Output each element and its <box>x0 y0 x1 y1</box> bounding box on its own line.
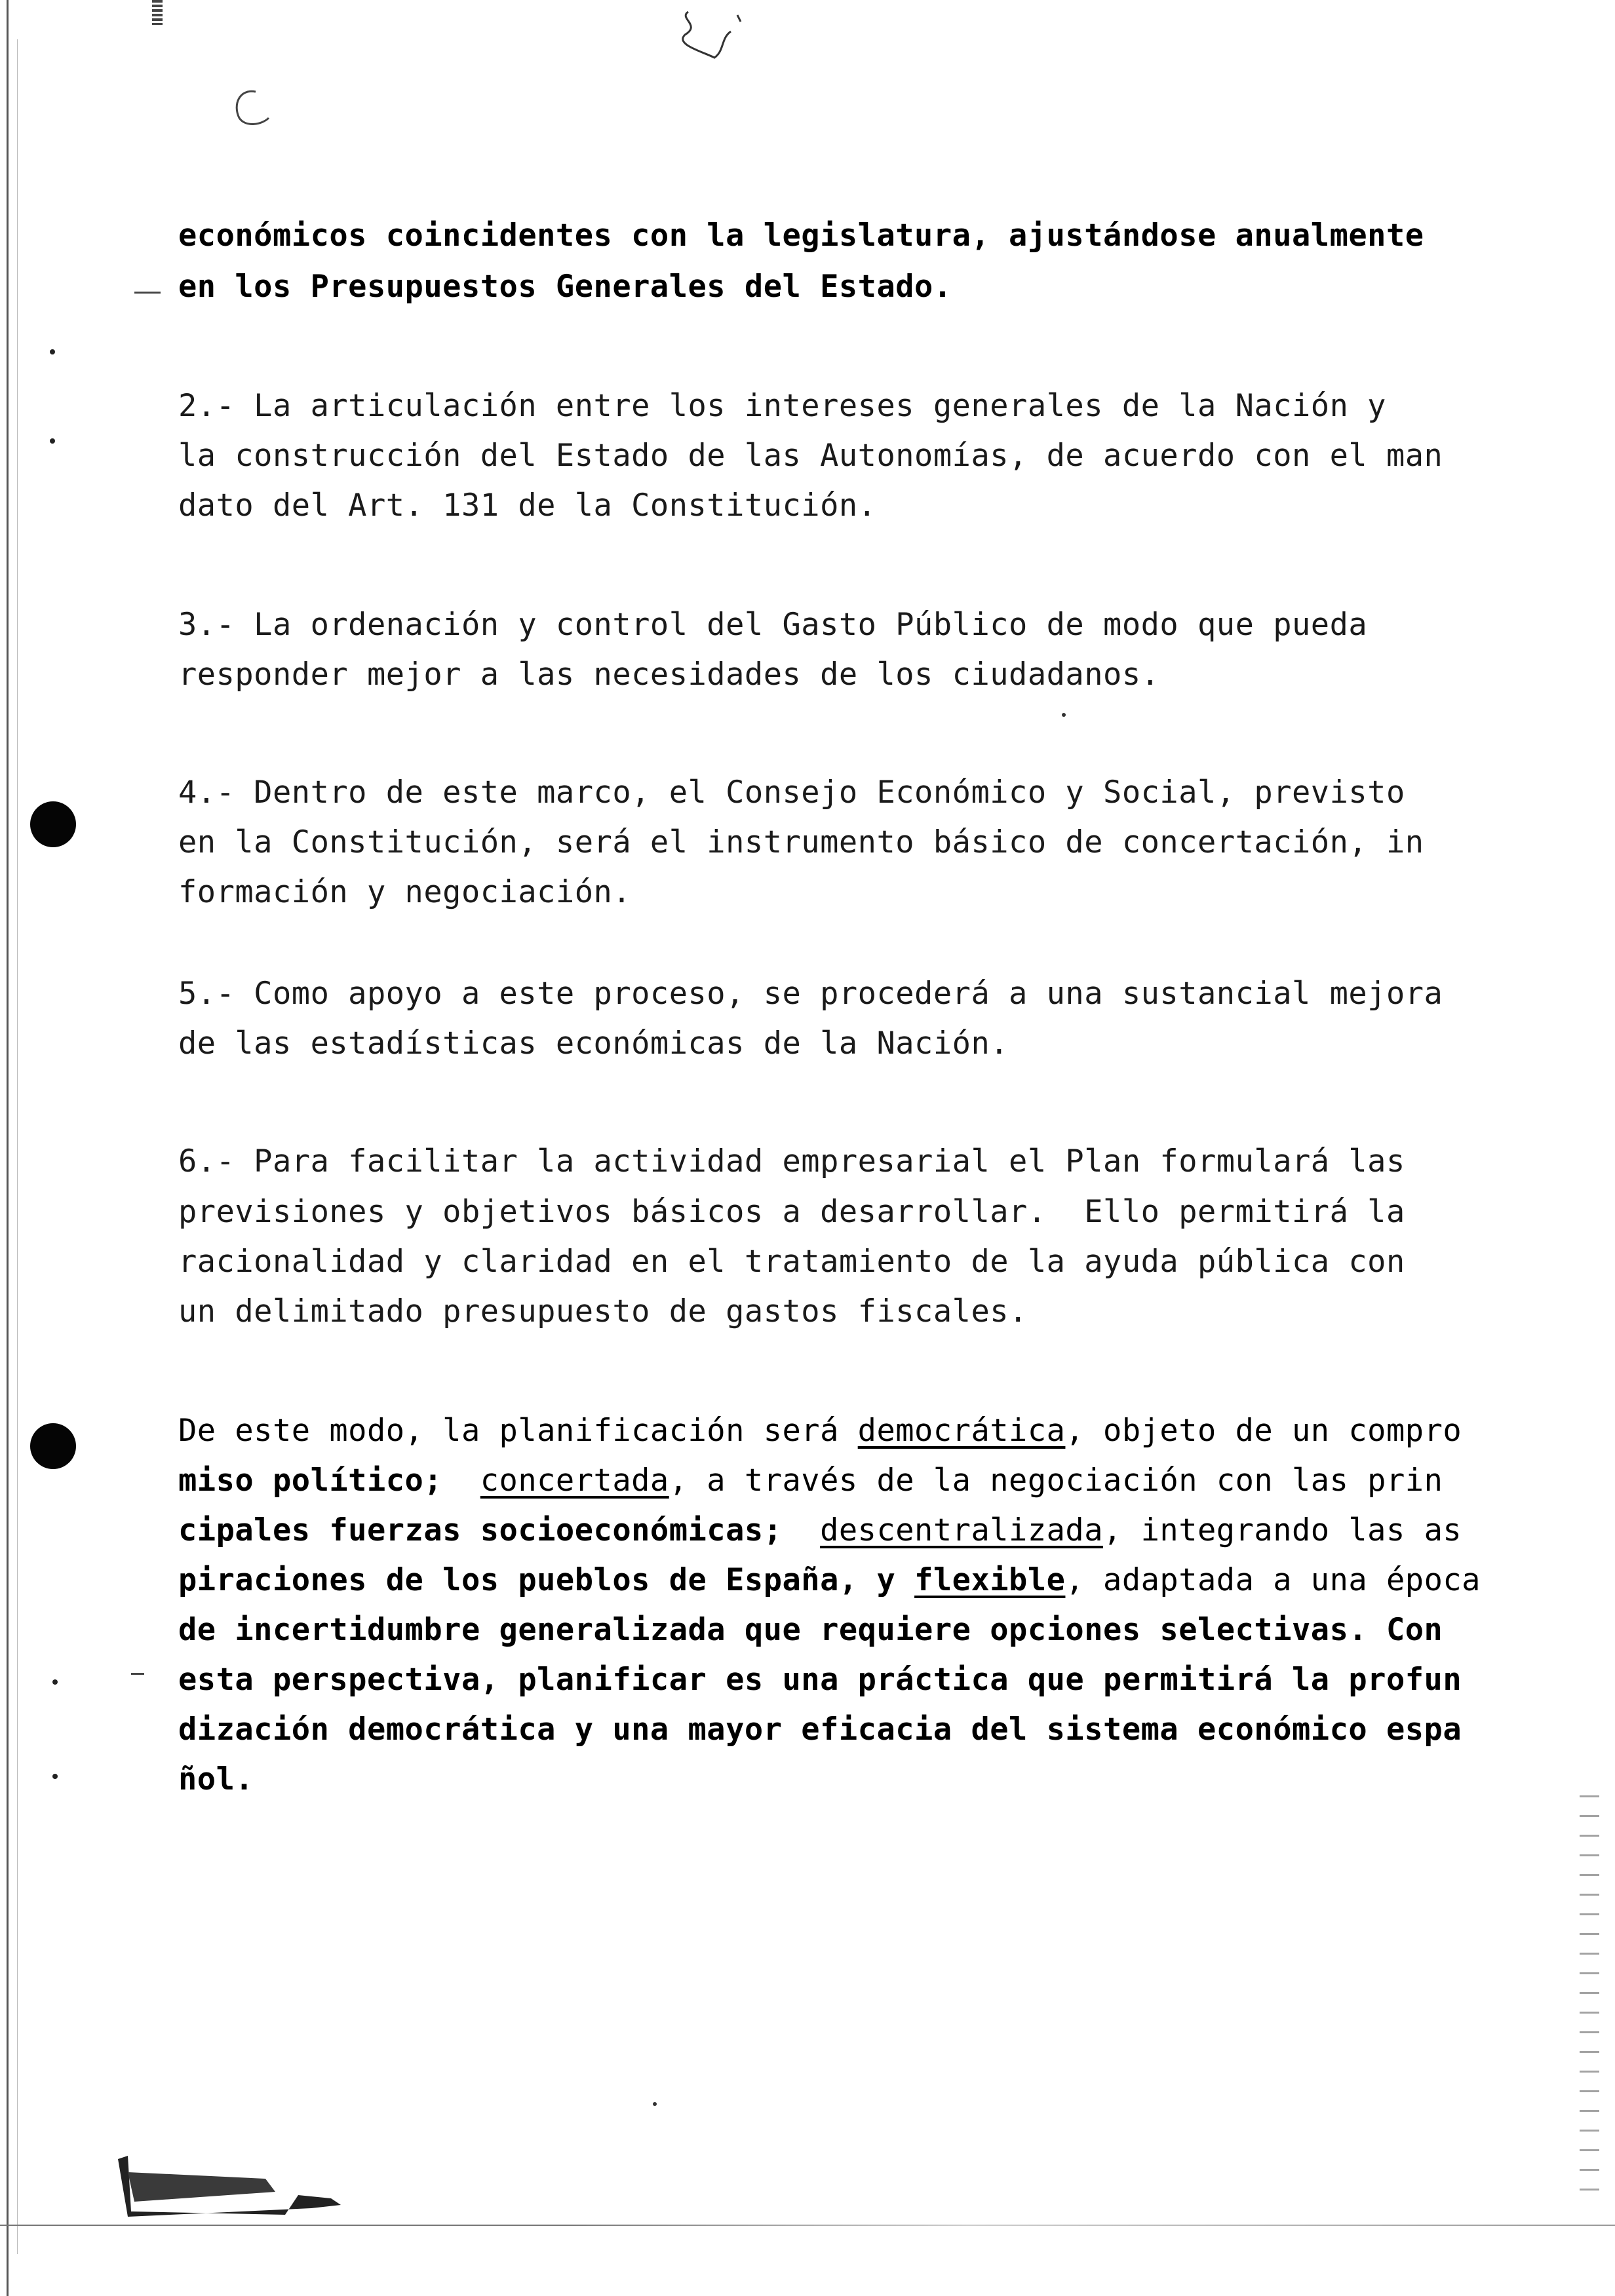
pen-scribble-mark <box>675 5 754 64</box>
underlined-term-descentralizada: descentralizada <box>820 1512 1104 1548</box>
punch-hole <box>30 801 76 847</box>
text-run: piraciones de los pueblos de España, y <box>178 1562 915 1598</box>
text-run: , integrando las as <box>1103 1512 1462 1548</box>
scan-edge-left-inner <box>17 39 18 2254</box>
text-line: en los Presupuestos Generales del Estado. <box>178 269 952 305</box>
scan-edge-left <box>7 0 9 2296</box>
text-line: racionalidad y claridad en el tratamiento de la ayuda pública con <box>178 1244 1405 1280</box>
stray-dot <box>653 2102 657 2106</box>
pen-circle-mark <box>229 85 275 131</box>
text-line: 6.- Para facilitar la actividad empresarial el Plan formulará las <box>178 1143 1405 1179</box>
text-line: económicos coincidentes con la legislatura, ajustándose anualmente <box>178 218 1424 254</box>
closing-line <box>178 1461 1443 1501</box>
closing-line <box>178 1561 1481 1600</box>
closing-line: esta perspectiva, planificar es una práctica que permitirá la profun <box>178 1662 1462 1698</box>
text-line: formación y negociación. <box>178 874 632 910</box>
closing-line <box>178 1411 1462 1451</box>
margin-dot <box>52 1679 58 1685</box>
closing-line: de incertidumbre generalizada que requiere opciones selectivas. Con <box>178 1612 1443 1648</box>
text-run: De este modo, la planificación será <box>178 1413 858 1449</box>
text-line: 2.- La articulación entre los intereses generales de la Nación y <box>178 388 1386 424</box>
stray-dot <box>1062 713 1066 717</box>
text-run: , adaptada a una época <box>1065 1562 1481 1598</box>
margin-dot <box>50 438 55 444</box>
text-run: miso político; <box>178 1463 480 1499</box>
closing-line: ñol. <box>178 1761 254 1797</box>
text-line: responder mejor a las necesidades de los ciudadanos. <box>178 657 1160 693</box>
scan-speckle <box>1580 1795 1599 2202</box>
punch-hole <box>30 1423 76 1469</box>
closing-line: dización democrática y una mayor eficacia del sistema económico espa <box>178 1712 1462 1748</box>
ink-smudge <box>115 2133 351 2218</box>
text-run: , objeto de un compro <box>1065 1413 1462 1449</box>
closing-line <box>178 1511 1462 1550</box>
text-line: un delimitado presupuesto de gastos fiscales. <box>178 1293 1028 1330</box>
margin-dash-mark <box>134 292 161 294</box>
text-line: 5.- Como apoyo a este proceso, se procederá a una sustancial mejora <box>178 976 1443 1012</box>
text-run: , a través de la negociación con las prin <box>669 1463 1443 1499</box>
underlined-term-democratica: democrática <box>857 1413 1066 1449</box>
text-line: en la Constitución, será el instrumento básico de concertación, in <box>178 824 1424 860</box>
staple-mark <box>152 0 163 25</box>
text-line: 3.- La ordenación y control del Gasto Público de modo que pueda <box>178 607 1368 643</box>
margin-dot <box>52 1774 58 1779</box>
text-line: la construcción del Estado de las Autonomías, de acuerdo con el man <box>178 438 1443 474</box>
text-line: 4.- Dentro de este marco, el Consejo Económico y Social, previsto <box>178 775 1405 811</box>
scan-edge-bottom <box>0 2225 1615 2226</box>
text-line: de las estadísticas económicas de la Nación. <box>178 1025 1009 1062</box>
underlined-term-concertada: concertada <box>480 1463 669 1499</box>
underlined-term-flexible: flexible <box>914 1562 1066 1598</box>
text-run: cipales fuerzas socioeconómicas; <box>178 1512 821 1548</box>
text-line: dato del Art. 131 de la Constitución. <box>178 488 877 524</box>
margin-dot <box>50 349 55 354</box>
margin-dash-mark <box>131 1673 144 1675</box>
text-line: previsiones y objetivos básicos a desarrollar. Ello permitirá la <box>178 1194 1405 1230</box>
